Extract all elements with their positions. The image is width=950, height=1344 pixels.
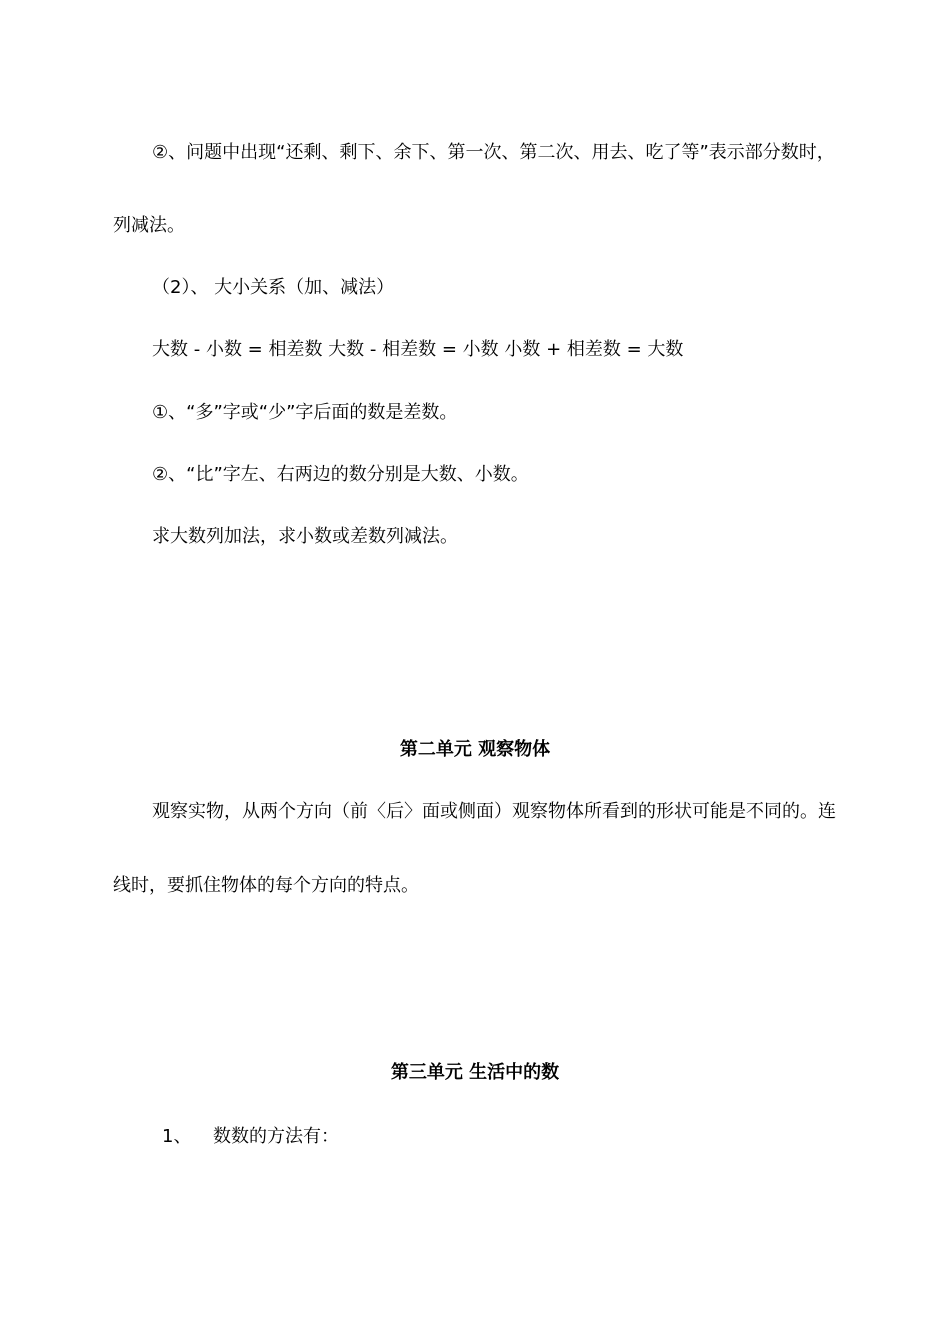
- list-item-number: 1、: [162, 1126, 192, 1147]
- unit-title: 第二单元 观察物体: [399, 739, 551, 760]
- formula-line: 大数 - 小数 = 相差数 大数 - 相差数 = 小数 小数 + 相差数 = 大数: [152, 339, 684, 360]
- paragraph-line: 线时，要抓住物体的每个方向的特点。: [113, 875, 419, 896]
- unit-title: 第三单元 生活中的数: [390, 1062, 560, 1083]
- paragraph-line: 列减法。: [113, 215, 185, 236]
- paragraph-line: ②、问题中出现“还剩、剩下、余下、第一次、第二次、用去、吃了等”表示部分数时，: [152, 142, 835, 163]
- rule-item: ②、“比”字左、右两边的数分别是大数、小数。: [152, 464, 529, 485]
- subsection-heading: （2）、 大小关系（加、减法）: [152, 277, 395, 298]
- paragraph-line: 观察实物，从两个方向（前〈后〉面或侧面）观察物体所看到的形状可能是不同的。连: [152, 801, 836, 822]
- summary-line: 求大数列加法，求小数或差数列减法。: [152, 526, 458, 547]
- rule-item: ①、“多”字或“少”字后面的数是差数。: [152, 402, 458, 423]
- list-item-text: 数数的方法有：: [213, 1126, 339, 1147]
